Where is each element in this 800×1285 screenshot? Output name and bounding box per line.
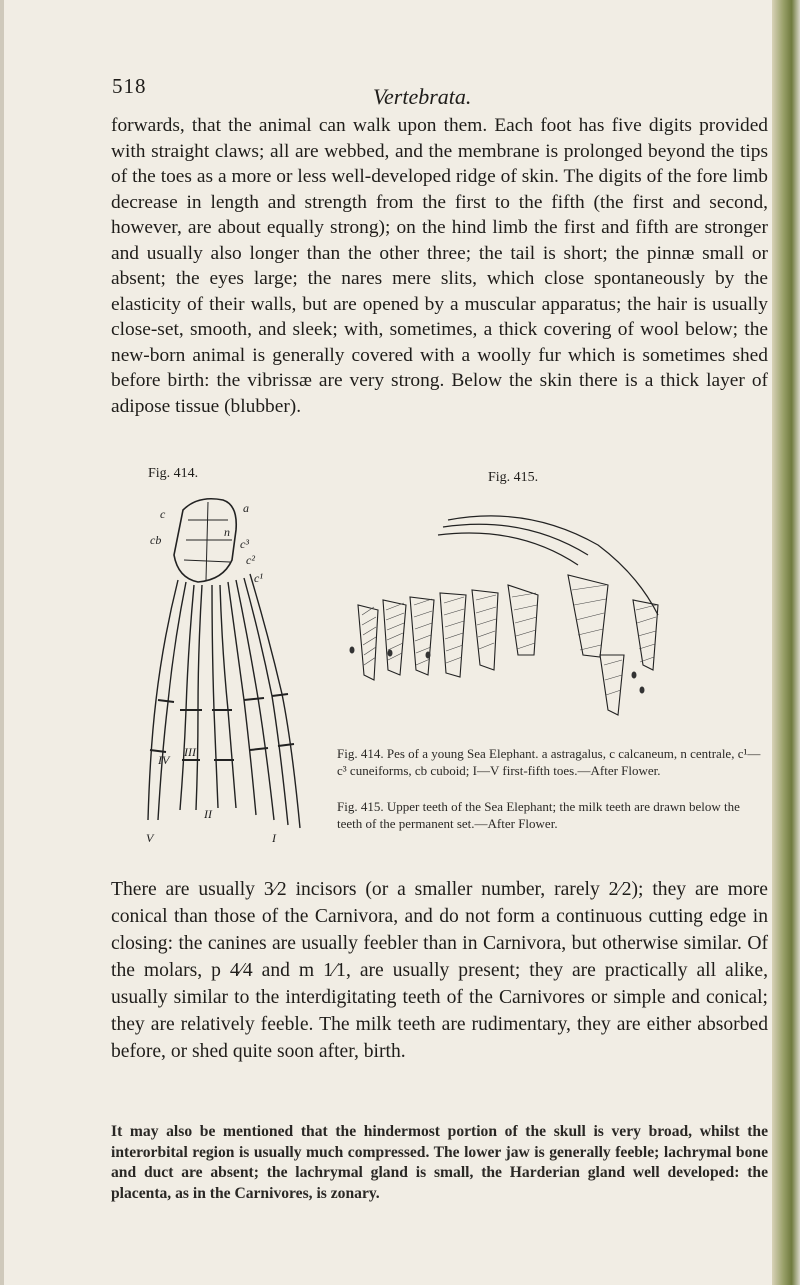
book-page-edge <box>772 0 800 1285</box>
running-head: Vertebrata. <box>373 84 472 109</box>
label-c: c <box>160 507 166 521</box>
tarsal-lines <box>184 502 232 580</box>
tooth-hatching <box>362 585 656 695</box>
page-number: 518 <box>112 74 147 98</box>
label-v: V <box>146 831 154 845</box>
figure-415-label: Fig. 415. <box>488 470 539 485</box>
label-iv: IV <box>158 753 170 767</box>
label-c1: c¹ <box>254 571 263 585</box>
label-n: n <box>224 525 230 539</box>
label-iii: III <box>184 745 196 759</box>
label-a: a <box>243 501 249 515</box>
skull-outline <box>448 516 658 615</box>
teeth <box>358 575 658 715</box>
label-c2: c² <box>246 553 255 567</box>
canine <box>600 655 624 715</box>
label-c3: c³ <box>240 537 249 551</box>
figure-414-label: Fig. 414. <box>148 466 199 481</box>
paragraph-2: There are usually 3⁄2 incisors (or a smaller number, rarely 2⁄2); they are more conical than those of the Carnivora, and do not form a continuous cutting edge in closing: the canines are usually feebler than in Carnivora, but otherwise similar. Of the molars, p 4⁄4 and m 1⁄1, are usually present; they are practically all alike, usually similar to the interdigitating teeth of the Carnivores or simple and conical; they are relatively feeble. The milk teeth are rudimentary, they are either absorbed before, or shed quite soon after, birth. <box>111 879 768 1062</box>
figure-415-caption: Fig. 415. Upper teeth of the Sea Elephant; the milk teeth are drawn below the teeth of the permanent set.—After Flower. <box>337 799 740 831</box>
joints <box>150 694 294 760</box>
paragraph-1: forwards, that the animal can walk upon them. Each foot has five digits provided with straight claws; all are webbed, and the membrane is prolonged beyond the tips of the toes as a more or less well-developed ridge of skin. The digits of the fore limb decrease in length and strength from the first to the fifth (the first and second, however, are about equally strong); on the hind limb the first and fifth are stronger and usually also longer than the other three; the tail is short; the pinnæ small or absent; the eyes large; the nares mere slits, which close spontaneously by the elasticity of their walls, but are opened by a muscular apparatus; the hair is usually close-set, smooth, and sleek; with, sometimes, a thick covering of wool below; the new-born animal is generally covered with a woolly fur which is sometimes shed before birth: the vibrissæ are very strong. Below the skin there is a thick layer of adipose tissue (blubber). <box>111 115 768 417</box>
figure-415-illustration <box>338 505 668 725</box>
figure-414-illustration <box>128 490 328 870</box>
label-cb: cb <box>150 533 162 547</box>
paragraph-3-small-print: It may also be mentioned that the hindermost portion of the skull is very broad, whilst the interorbital region is usually much compressed. The lower jaw is generally feeble; lachrymal bone and duct are absent; the lachrymal gland is small, the Harderian gland well developed: the placenta, as in the Carnivores, is zonary. <box>111 1123 768 1202</box>
label-ii: II <box>204 807 212 821</box>
label-i: I <box>272 831 276 845</box>
tooth-row <box>438 516 658 615</box>
page-left-edge <box>0 0 4 1285</box>
figure-414-caption: Fig. 414. Pes of a young Sea Elephant. a astragalus, c calcaneum, n centrale, c¹—c³ cuneiforms, cb cuboid; I—V first-fifth toes.—After Flower. <box>337 746 761 778</box>
